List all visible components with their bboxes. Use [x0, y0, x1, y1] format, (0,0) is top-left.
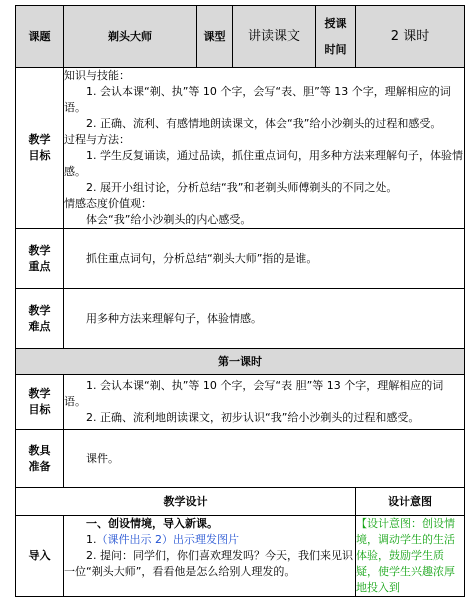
- first-lesson-title: 第一课时: [16, 349, 465, 375]
- time-value: 2 课时: [356, 6, 465, 68]
- lesson-goals-row: [16, 375, 465, 430]
- intent-column-header: 设计意图: [356, 488, 465, 516]
- goals-line: 1. 会认本课“剃、执”等 10 个字，会写“表、胆”等 13 个字，理解相应的词语。: [64, 85, 451, 114]
- goals-line: 知识与技能：: [64, 69, 130, 82]
- time-label-line2: 时间: [324, 42, 347, 56]
- goals-label-line1: 教学: [28, 133, 51, 146]
- goals-line: 2. 展开小组讨论，分析总结“我”和老剃头师傅剃头的不同之处。: [86, 181, 398, 194]
- goals-label-line2: 目标: [28, 149, 51, 162]
- goals-line: 过程与方法：: [64, 133, 130, 146]
- design-header-row: [16, 488, 465, 516]
- key-points-text: 抓住重点词句，分析总结“剃头大师”指的是谁。: [64, 229, 465, 289]
- intent-text: 【设计意图：创设情境，调动学生的生活体验，鼓励学生质疑，使学生兴趣浓厚地投入到: [356, 516, 465, 597]
- difficulties-label-line2: 难点: [28, 319, 51, 333]
- lesson-goal-line: 2. 正确、流利地朗读课文，初步认识“我”给小沙剃头的过程和感受。: [86, 411, 420, 424]
- goals-row: [16, 68, 465, 229]
- intro-row: [16, 516, 465, 597]
- lesson-goal-line: 1. 会认本课“剃、执”等 10 个字，会写“表 胆”等 13 个字，理解相应的词语。: [64, 379, 444, 408]
- intro-step-2: 2. 提问：同学们，你们喜欢理发吗？今天，我们来见识一位“剃头大师”，看看他是怎么给别人理发的。: [64, 549, 353, 578]
- goals-line: 情感态度价值观：: [64, 197, 152, 210]
- lesson-plan-table: [15, 5, 465, 597]
- key-points-label: [16, 229, 64, 289]
- prep-text: 课件。: [64, 430, 465, 488]
- key-points-label-line1: 教学: [28, 243, 51, 257]
- prep-label-line2: 准备: [28, 459, 51, 473]
- difficulties-label: [16, 289, 64, 349]
- type-value: 讲读课文: [233, 6, 316, 68]
- intro-step-1: [64, 532, 355, 548]
- difficulties-label-line1: 教学: [28, 303, 51, 317]
- time-label-line1: 授课: [324, 16, 347, 30]
- lesson-goals-content: [64, 375, 465, 430]
- lesson-goals-label-line1: 教学: [28, 387, 51, 400]
- difficulties-row: [16, 289, 465, 349]
- type-label: 课型: [197, 6, 233, 68]
- time-label: [316, 6, 356, 68]
- intro-step-1-number: 1.: [86, 533, 97, 546]
- lesson-goals-label-line2: 目标: [28, 403, 51, 416]
- intro-step-title: 一、创设情境，导入新课。: [86, 517, 218, 530]
- goals-line: 2. 正确、流利、有感情地朗读课文，体会“我”给小沙剃头的过程和感受。: [86, 117, 442, 130]
- intro-label: 导入: [16, 516, 64, 597]
- prep-label: [16, 430, 64, 488]
- goals-line: 1. 学生反复诵读，通过品读，抓住重点词句，用多种方法来理解句子，体验情感。: [64, 149, 463, 178]
- key-points-row: [16, 229, 465, 289]
- design-column-header: 教学设计: [16, 488, 356, 516]
- intro-content: [64, 516, 356, 597]
- goals-line: 体会“我”给小沙剃头的内心感受。: [86, 213, 252, 226]
- intro-step-1-link: （课件出示 2）出示理发图片: [96, 533, 239, 546]
- difficulties-text: 用多种方法来理解句子，体验情感。: [64, 289, 465, 349]
- goals-label: [16, 68, 64, 229]
- goals-content: [64, 68, 465, 229]
- topic-label: 课题: [16, 6, 64, 68]
- header-row: [16, 6, 465, 68]
- first-lesson-row: [16, 349, 465, 375]
- prep-row: [16, 430, 465, 488]
- prep-label-line1: 教具: [28, 443, 51, 457]
- key-points-label-line2: 重点: [28, 259, 51, 273]
- lesson-goals-label: [16, 375, 64, 430]
- topic-value: 剃头大师: [64, 6, 197, 68]
